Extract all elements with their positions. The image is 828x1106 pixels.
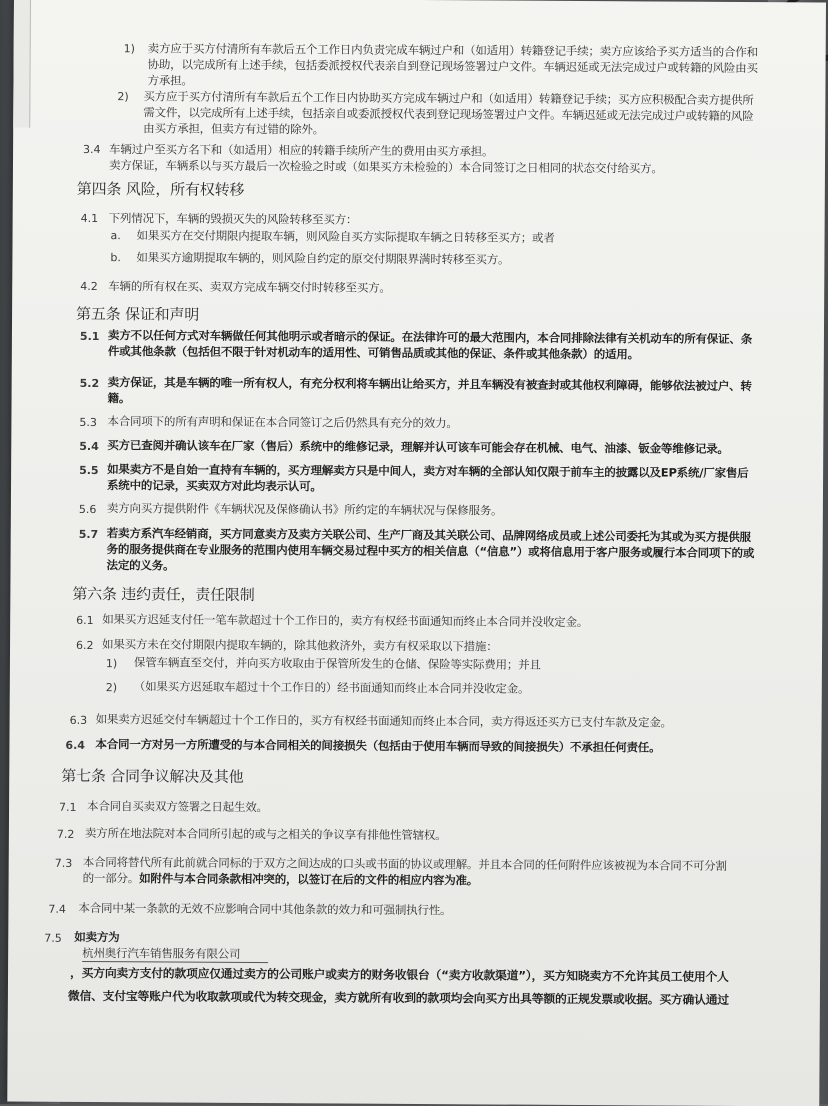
clause-number: 2) bbox=[117, 90, 129, 104]
clause-line: 本合同一方对另一方所遭受的与本合同相关的间接损失（包括由于使用车辆而导致的间接损失）不承担任何责任。 bbox=[95, 737, 661, 755]
clause-line: 如果买方逾期提取车辆的，则风险自约定的原交付期限界满时转移至买方。 bbox=[136, 250, 510, 267]
clause-line: 本合同项下的所有声明和保证在本合同签订之后仍然具有充分的效力。 bbox=[107, 414, 458, 431]
clause-line: 若卖方系汽车经销商，买方同意卖方及卖方关联公司、生产厂商及其关联公司、品牌网络成员或上述公司委托为其或为买方提供服 bbox=[106, 526, 751, 545]
clause-number: b. bbox=[110, 251, 121, 265]
clause-number: 5.2 bbox=[79, 376, 100, 391]
clause-number: 5.4 bbox=[79, 439, 99, 454]
clause-number: 5.7 bbox=[78, 527, 99, 542]
seller-company-name: 杭州奥行汽车销售服务有限公司 bbox=[82, 945, 268, 963]
clause-number: 7.3 bbox=[54, 856, 73, 870]
clause-line: 卖方应于买方付清所有车款后五个工作日内负责完成车辆过户和（如适用）转籍登记手续；卖方应该给予买方适当的合作和 bbox=[147, 41, 758, 60]
clause-line: 如果卖方不是自始一直持有车辆的，买方理解卖方只是中间人，卖方对车辆的全部认知仅限于前车主的披露以及EP系统/厂家售后 bbox=[107, 462, 749, 481]
clause-line: （如果买方迟延取车超过十个工作日的）经书面通知而终止本合同并没收定金。 bbox=[133, 679, 530, 696]
clause-line: 协助，以完成所有上述手续，包括委派授权代表亲自到登记现场签署过户文件。车辆迟延或无法完成过户或转籍的风险由买 bbox=[147, 57, 758, 76]
clause-line: 下列情况下，车辆的毁损灭失的风险转移至买方： bbox=[108, 211, 358, 227]
clause-number: 1) bbox=[105, 657, 118, 671]
clause-number: 6.3 bbox=[69, 713, 88, 727]
clause-line: 本合同自买卖双方签署之日起生效。 bbox=[87, 798, 268, 815]
clause-number: 1) bbox=[123, 42, 136, 56]
clause-number: 4.2 bbox=[80, 279, 98, 294]
clause-line bbox=[83, 870, 479, 888]
clause-line: 卖方向买方提供附件《车辆状况及保修确认书》所约定的车辆状况与保修服务。 bbox=[106, 501, 503, 518]
section-heading: 第四条 风险，所有权转移 bbox=[76, 179, 245, 199]
clause-line: 车辆的所有权在买、卖双方完成车辆交付时转移至买方。 bbox=[108, 279, 391, 295]
section-heading: 第七条 合同争议解决及其他 bbox=[61, 766, 244, 786]
clause-number: 2) bbox=[105, 681, 118, 695]
clause-number: 5.5 bbox=[79, 463, 99, 478]
clause-number: 3.4 bbox=[83, 142, 101, 157]
section-heading: 第五条 保证和声明 bbox=[76, 304, 200, 324]
clause-line: 方承担。 bbox=[147, 73, 193, 88]
clause-line: 卖方所在地法院对本合同所引起的或与之相关的争议享有排他性管辖权。 bbox=[84, 825, 447, 843]
clause-number: 5.1 bbox=[79, 329, 100, 344]
clause-line: 卖方保证，其是车辆的唯一所有权人，有充分权利将车辆出让给买方，并且车辆没有被查封或其他权利障碍，能够依法被过户、转 bbox=[107, 375, 752, 394]
clause-number: 6.1 bbox=[76, 613, 94, 628]
clause-number: 6.4 bbox=[65, 738, 85, 752]
clause-heading: 如卖方为 bbox=[74, 929, 120, 945]
clause-line: 由买方承担，但卖方有过错的除外。 bbox=[143, 121, 325, 137]
clause-line: 如果买方在交付期限内提取车辆，则风险自买方实际提取车辆之日转移至买方；或者 bbox=[136, 228, 555, 245]
clause-text-bold: 如附件与本合同条款相冲突的，以签订在后的文件的相应内容为准。 bbox=[139, 871, 479, 888]
clause-line: 微信、支付宝等账户代为收取款项或代为转交现金，卖方就所有收到的款项均会向买方出具等额的正规发票或收据。买方确认通过 bbox=[67, 988, 729, 1007]
clause-line: 保管车辆直至交付，并向买方收取由于保管所发生的仓储、保险等实际费用；并且 bbox=[133, 655, 541, 672]
clause-line: 务的服务提供商在专业服务的范围内使用车辆交易过程中买方的相关信息（“信息”）或将信息用于客户服务或履行本合同项下的或 bbox=[106, 542, 755, 561]
clause-line: 如果买方迟延支付任一笔车款超过十个工作日的，卖方有权经书面通知而终止本合同并没收定金。 bbox=[102, 612, 589, 630]
clause-line: ，买方向卖方支付的款项应仅通过卖方的公司账户或卖方的财务收银台（“卖方收款渠道”），买方知晓卖方不允许其员工使用个人 bbox=[70, 965, 729, 984]
clause-number: 5.6 bbox=[78, 502, 97, 517]
clause-number: 4.1 bbox=[80, 211, 99, 226]
clause-line: 需文件，以完成所有上述手续，包括亲自或委派授权代表到登记现场签署过户文件。车辆迟延或无法完成过户或转籍的风险 bbox=[143, 105, 754, 124]
clause-number: 6.2 bbox=[76, 638, 94, 653]
clause-number: a. bbox=[110, 229, 121, 243]
clause-line: 件或其他条款（包括但不限于针对机动车的适用性、可销售品质或其他的保证、条件或其他条款）的适用。 bbox=[107, 344, 639, 362]
clause-number: 7.2 bbox=[56, 827, 75, 841]
clause-line: 买方应于买方付清所有车款后五个工作日内协助买方完成车辆过户和（如适用）转籍登记手续；买方应积极配合卖方提供所 bbox=[143, 89, 754, 108]
clause-line: 车辆过户至买方名下和（如适用）相应的转籍手续所产生的费用由买方承担。 bbox=[109, 142, 494, 159]
underlying-sheet-edge bbox=[13, 0, 31, 128]
clause-text: 的一部分。 bbox=[82, 870, 140, 886]
clause-line: 如果买方未在交付期限内提取车辆的，除其他救济外，卖方有权采取以下措施： bbox=[102, 637, 498, 654]
clause-number: 7.5 bbox=[44, 931, 62, 945]
section-heading: 第六条 违约责任，责任限制 bbox=[72, 584, 255, 605]
clause-line: 本合同将替代所有此前就合同标的于双方之间达成的口头或书面的协议或理解。并且本合同的任何附件应该被视为本合同不可分割 bbox=[82, 854, 727, 873]
clause-line: 本合同中某一条款的无效不应影响合同中其他条款的效力和可强制执行性。 bbox=[78, 900, 452, 918]
contract-page bbox=[7, 0, 826, 1106]
clause-line: 卖方不以任何方式对车辆做任何其他明示或者暗示的保证。在法律许可的最大范围内，本合同排除法律有关机动车的所有保证、条 bbox=[107, 328, 753, 347]
clause-line: 籍。 bbox=[107, 391, 131, 406]
clause-line: 系统中的记录，买卖双方对此均表示认可。 bbox=[106, 478, 322, 494]
clause-number: 7.1 bbox=[59, 800, 77, 814]
clause-line: 买方已查阅并确认该车在厂家（售后）系统中的维修记录，理解并认可该车可能会存在机械、电气、油漆、钣金等维修记录。 bbox=[107, 438, 729, 456]
clause-line: 法定的义务。 bbox=[106, 558, 175, 573]
clause-line: 如果卖方迟延交付车辆超过十个工作日的，买方有权经书面通知而终止本合同，卖方得返还买方已支付车款及定金。 bbox=[95, 712, 672, 730]
clause-number: 5.3 bbox=[79, 415, 97, 430]
clause-number: 7.4 bbox=[48, 902, 66, 916]
clause-line: 卖方保证，车辆系以与买方最后一次检验之时或（如果买方未检验的）本合同签订之日相同的状态交付给买方。 bbox=[108, 158, 663, 176]
